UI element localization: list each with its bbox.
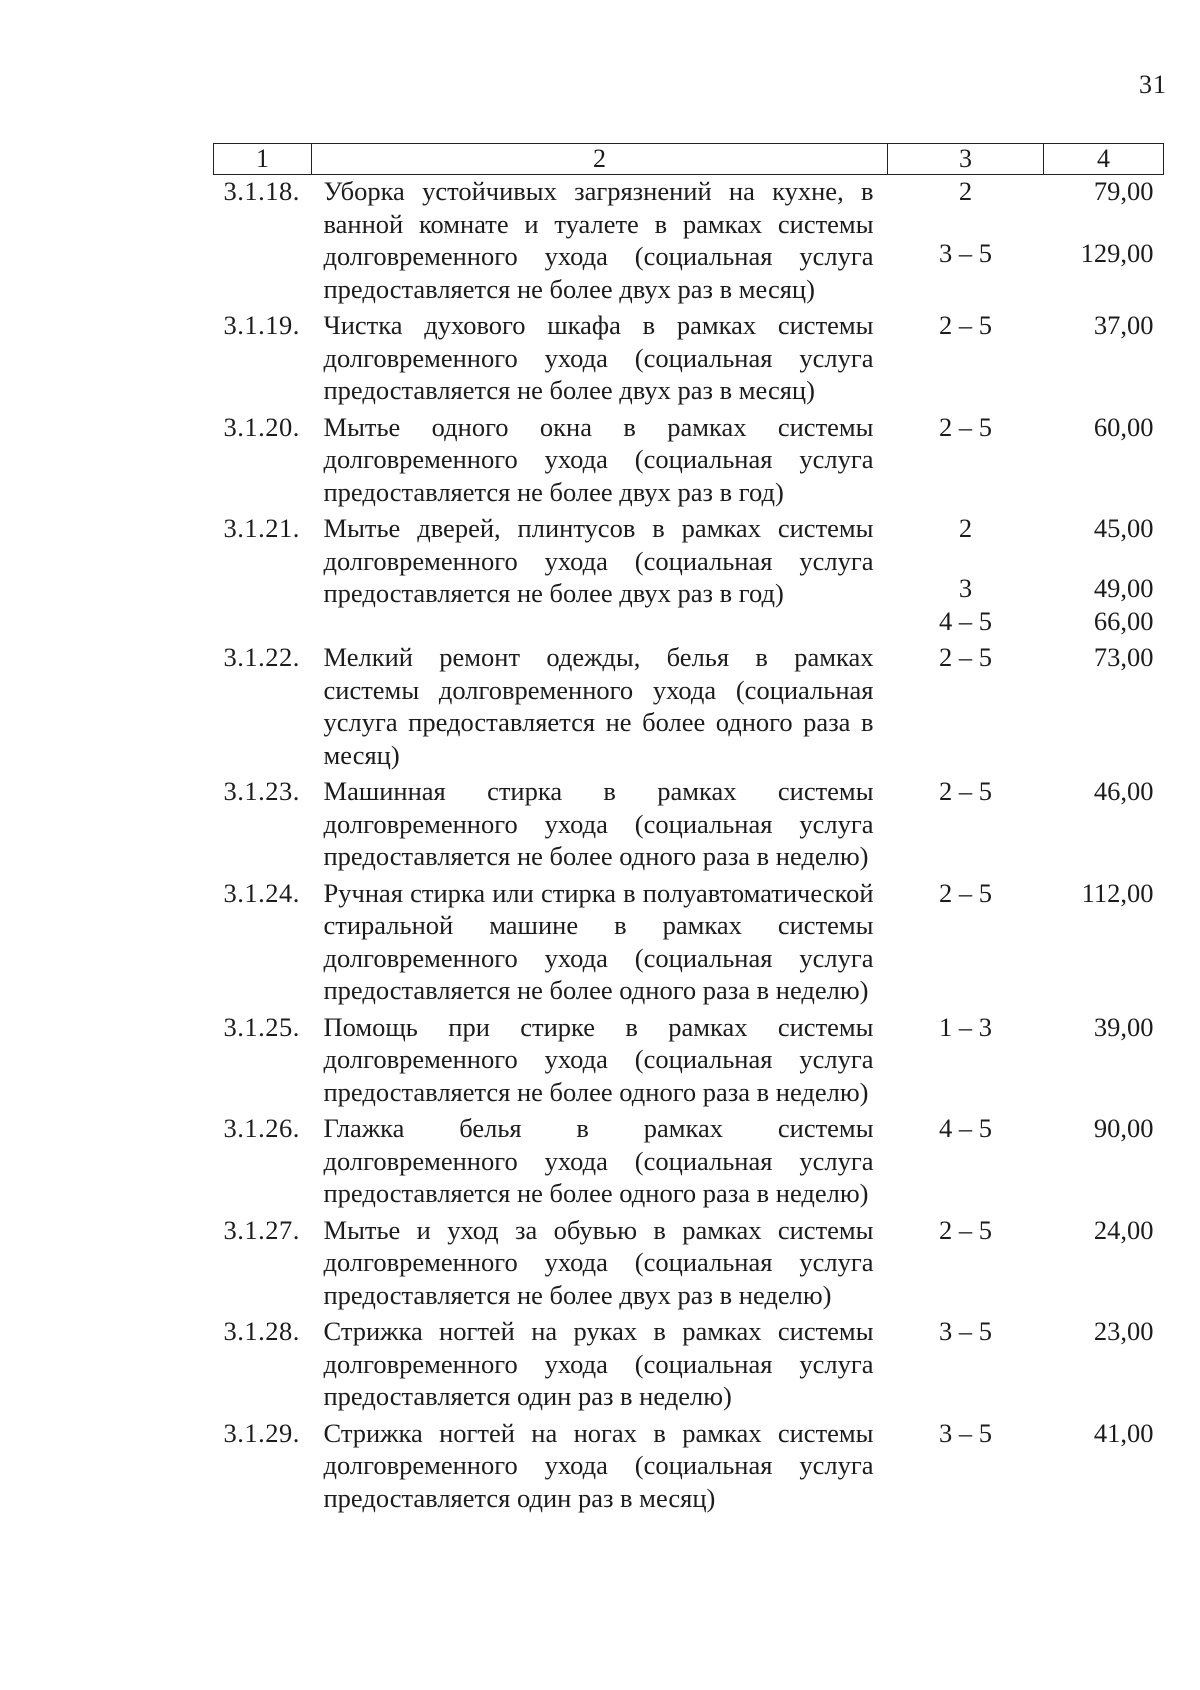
service-code: 3.1.25. xyxy=(223,1011,300,1042)
group-cell: 2 xyxy=(958,513,973,543)
group-cell: 2 – 5 xyxy=(939,776,992,806)
table-row xyxy=(214,175,1164,238)
service-code: 3.1.19. xyxy=(223,310,300,340)
page-number: 31 xyxy=(1139,70,1167,99)
service-description: Мытье одного окна в рамках системы долговременного ухода (социальная услуга предоставляется не более двух раз в год) xyxy=(323,411,874,507)
service-description: Уборка устойчивых загрязнений на кухне, в ванной комнате и туалете в рамках системы долговременного ухода (социальная услуга предоставляется не более двух раз в месяц) xyxy=(323,176,874,304)
table-header-row xyxy=(214,144,1164,175)
service-description: Чистка духового шкафа в рамках системы долговременного ухода (социальная услуга предоставляется не более двух раз в месяц) xyxy=(323,310,874,405)
service-description: Мытье дверей, плинтусов в рамках системы долговременного ухода (социальная услуга предоставляется не более двух раз в год) xyxy=(323,513,874,608)
table-row xyxy=(214,512,1164,572)
service-code: 3.1.20. xyxy=(223,411,300,442)
price-cell: 79,00 xyxy=(1093,176,1154,206)
table-row xyxy=(214,1011,1164,1113)
service-code: 3.1.21. xyxy=(223,513,300,543)
table-row xyxy=(214,1417,1164,1519)
group-cell: 2 – 5 xyxy=(939,1214,992,1245)
group-cell: 3 xyxy=(958,573,973,603)
table-row xyxy=(214,1112,1164,1214)
table-row xyxy=(214,877,1164,1011)
price-cell: 129,00 xyxy=(1080,238,1154,268)
table-row xyxy=(214,641,1164,775)
group-cell: 2 xyxy=(958,176,973,206)
table-row xyxy=(214,411,1164,513)
column-header-4: 4 xyxy=(1044,144,1164,175)
table-row xyxy=(214,309,1164,411)
service-description: Машинная стирка в рамках системы долговременного ухода (социальная услуга предоставляется не более одного раза в неделю) xyxy=(323,776,874,871)
group-cell: 2 – 5 xyxy=(939,877,992,908)
service-description: Стрижка ногтей на руках в рамках системы долговременного ухода (социальная услуга предоставляется один раз в неделю) xyxy=(323,1316,874,1411)
service-code: 3.1.29. xyxy=(223,1417,300,1448)
service-code: 3.1.18. xyxy=(223,176,300,206)
column-header-3: 3 xyxy=(888,144,1044,175)
service-description: Мытье и уход за обувью в рамках системы долговременного ухода (социальная услуга предоставляется не более двух раз в неделю) xyxy=(323,1214,874,1310)
group-cell: 3 – 5 xyxy=(939,1316,992,1346)
price-cell: 60,00 xyxy=(1093,411,1154,442)
service-code: 3.1.24. xyxy=(223,877,300,908)
price-cell: 73,00 xyxy=(1093,642,1154,672)
service-code: 3.1.26. xyxy=(223,1113,300,1143)
service-code: 3.1.28. xyxy=(223,1316,300,1346)
price-cell: 46,00 xyxy=(1093,776,1154,806)
group-cell: 2 – 5 xyxy=(939,310,992,340)
table-row xyxy=(214,1315,1164,1417)
price-cell: 90,00 xyxy=(1093,1113,1154,1143)
price-cell: 45,00 xyxy=(1093,513,1154,543)
group-cell: 2 – 5 xyxy=(939,642,992,672)
service-description: Глажка белья в рамках системы долговременного ухода (социальная услуга предоставляется не более одного раза в неделю) xyxy=(323,1113,874,1208)
price-cell: 112,00 xyxy=(1081,877,1154,908)
group-cell: 4 – 5 xyxy=(939,605,992,636)
price-cell: 39,00 xyxy=(1093,1011,1154,1042)
price-cell: 49,00 xyxy=(1093,573,1154,603)
group-cell: 2 – 5 xyxy=(939,411,992,442)
group-cell: 3 – 5 xyxy=(939,1417,992,1448)
table-row xyxy=(214,775,1164,877)
group-cell: 4 – 5 xyxy=(939,1113,992,1143)
price-cell: 41,00 xyxy=(1093,1417,1154,1448)
service-code: 3.1.22. xyxy=(223,642,300,672)
price-cell: 24,00 xyxy=(1093,1214,1154,1245)
column-header-1: 1 xyxy=(214,144,312,175)
table-row xyxy=(214,1214,1164,1316)
group-cell: 3 – 5 xyxy=(939,238,992,268)
service-description: Ручная стирка или стирка в полуавтоматической стиральной машине в рамках системы долговременного ухода (социальная услуга предоставляется не более одного раза в неделю) xyxy=(323,877,874,1005)
price-cell: 23,00 xyxy=(1093,1316,1154,1346)
service-description: Мелкий ремонт одежды, белья в рамках системы долговременного ухода (социальная услуга предоставляется не более одного раза в месяц) xyxy=(323,642,874,770)
service-description: Стрижка ногтей на ногах в рамках системы долговременного ухода (социальная услуга предоставляется один раз в месяц) xyxy=(323,1417,874,1513)
service-description: Помощь при стирке в рамках системы долговременного ухода (социальная услуга предоставляется не более одного раза в неделю) xyxy=(323,1011,874,1107)
service-code: 3.1.23. xyxy=(223,776,300,806)
services-table xyxy=(213,143,1164,1518)
service-code: 3.1.27. xyxy=(223,1214,300,1245)
column-header-2: 2 xyxy=(312,144,888,175)
group-cell: 1 – 3 xyxy=(939,1011,992,1042)
price-cell: 66,00 xyxy=(1093,605,1154,636)
price-cell: 37,00 xyxy=(1093,310,1154,340)
